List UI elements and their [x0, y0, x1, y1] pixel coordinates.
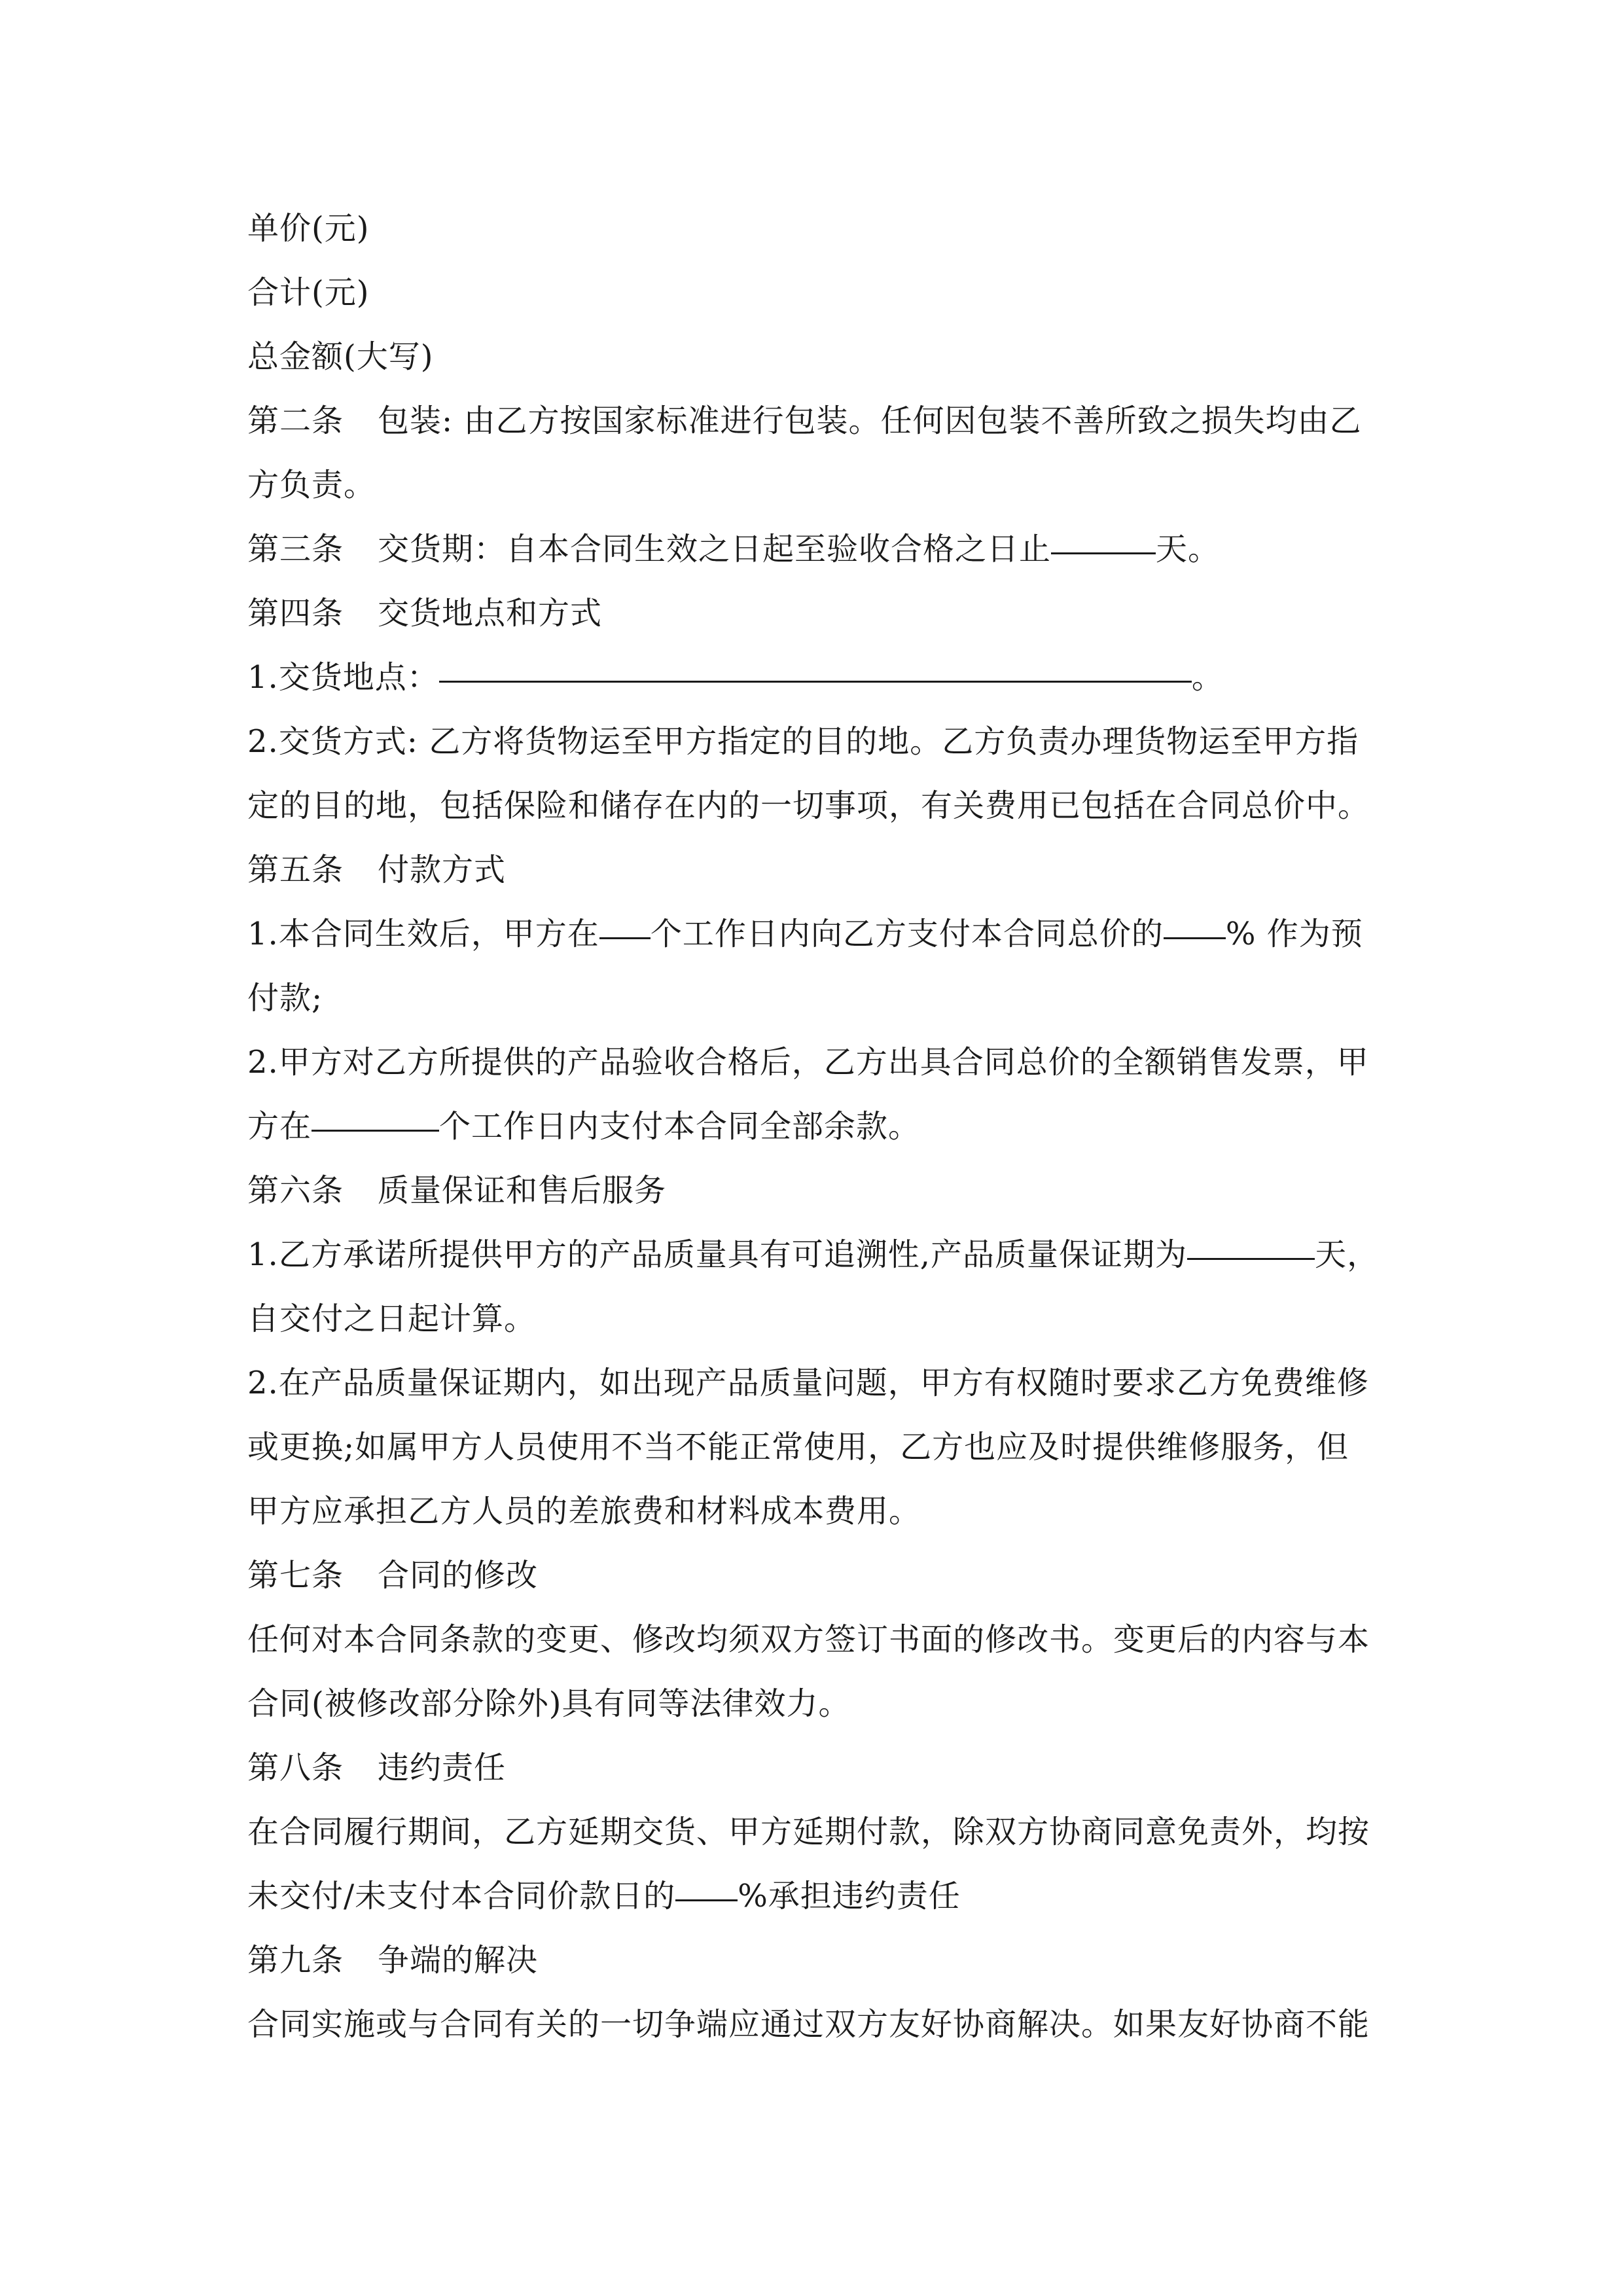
article-7-title: 合同的修改 — [378, 1557, 539, 1594]
modification-text-2: 合同(被修改部分除外)具有同等法律效力。 — [247, 1685, 851, 1722]
breach-text-2b: %承担违约责任 — [738, 1878, 961, 1914]
payment-clause-2-text: 2.甲方对乙方所提供的产品验收合格后，乙方出具合同总价的全额销售发票，甲 — [247, 1044, 1369, 1081]
article-6-title: 质量保证和售后服务 — [378, 1172, 667, 1209]
modification-text-1: 任何对本合同条款的变更、修改均须双方签订书面的修改书。变更后的内容与本 — [247, 1621, 1370, 1658]
warranty-clause-2-text-1: 2.在产品质量保证期内，如出现产品质量问题，甲方有权随时要求乙方免费维修 — [247, 1365, 1369, 1401]
payment-clause-2-text-a: 方在 — [247, 1108, 312, 1145]
article-6-line — [247, 1158, 1380, 1223]
subtotal-line — [247, 260, 1380, 325]
article-2-line — [247, 389, 1380, 453]
article-4-title: 交货地点和方式 — [378, 595, 603, 632]
payment-clause-2-text-b: 个工作日内支付本合同全部余款。 — [439, 1108, 921, 1145]
article-8-line — [247, 1736, 1380, 1800]
article-3-line — [247, 517, 1380, 581]
payment-clause-1-continuation — [247, 966, 1380, 1030]
warranty-clause-2-line-2 — [247, 1415, 1380, 1479]
payment-clause-1-text-b: 个工作日内向乙方支付本合同总价的 — [650, 916, 1164, 952]
delivery-place-label: 1.交货地点： — [247, 659, 439, 696]
prepayment-percent-blank[interactable] — [1164, 898, 1226, 939]
article-3-text: 交货期：自本合同生效之日起至验收合格之日止 — [378, 531, 1052, 567]
warranty-clause-1-continuation — [247, 1287, 1380, 1351]
breach-line-2 — [247, 1864, 1380, 1928]
unit-price-line — [247, 196, 1380, 260]
total-amount-line — [247, 325, 1380, 389]
article-5-heading: 第五条 — [247, 852, 344, 888]
article-4-heading: 第四条 — [247, 595, 344, 632]
delivery-place-blank[interactable] — [439, 641, 1192, 683]
payment-clause-1-text-a: 1.本合同生效后，甲方在 — [247, 916, 599, 952]
article-2-heading: 第二条 — [247, 403, 344, 439]
modification-line-1 — [247, 1607, 1380, 1672]
payment-clause-2-continuation — [247, 1094, 1380, 1158]
delivery-method-line-1 — [247, 709, 1380, 774]
delivery-place-line — [247, 645, 1380, 709]
delivery-method-line-2 — [247, 774, 1380, 838]
contract-body — [247, 196, 1380, 2056]
balance-payment-days-blank[interactable] — [312, 1090, 439, 1132]
warranty-clause-1-text-end: 自交付之日起计算。 — [247, 1300, 537, 1337]
article-8-heading: 第八条 — [247, 1749, 344, 1786]
warranty-clause-1-text-a: 1.乙方承诺所提供甲方的产品质量具有可追溯性,产品质量保证期为 — [247, 1236, 1188, 1273]
warranty-clause-2-text-2: 或更换;如属甲方人员使用不当不能正常使用，乙方也应及时提供维修服务，但 — [247, 1429, 1349, 1465]
warranty-clause-2-line-1 — [247, 1351, 1380, 1415]
modification-line-2 — [247, 1672, 1380, 1736]
article-2-text: 包装: 由乙方按国家标准进行包装。任何因包装不善所致之损失均由乙 — [378, 403, 1362, 439]
payment-clause-1-text-c: % 作为预 — [1225, 916, 1363, 952]
warranty-clause-1-line — [247, 1223, 1380, 1287]
article-4-line — [247, 581, 1380, 645]
article-9-line — [247, 1928, 1380, 1992]
breach-line-1 — [247, 1800, 1380, 1864]
article-9-title: 争端的解决 — [378, 1942, 539, 1979]
delivery-method-text-1: 2.交货方式: 乙方将货物运至甲方指定的目的地。乙方负责办理货物运至甲方指 — [247, 723, 1359, 760]
warranty-clause-1-text-b: 天， — [1315, 1236, 1380, 1273]
delivery-place-end: 。 — [1191, 659, 1224, 696]
article-5-line — [247, 838, 1380, 902]
article-5-title: 付款方式 — [378, 852, 507, 888]
payment-clause-1-line — [247, 902, 1380, 966]
breach-text-2a: 未交付/未支付本合同价款日的 — [247, 1878, 676, 1914]
delivery-days-blank[interactable] — [1051, 513, 1156, 554]
dispute-line-1 — [247, 1992, 1380, 2056]
article-6-heading: 第六条 — [247, 1172, 344, 1209]
dispute-text-1: 合同实施或与合同有关的一切争端应通过双方友好协商解决。如果友好协商不能 — [247, 2006, 1370, 2043]
warranty-clause-2-line-3 — [247, 1479, 1380, 1543]
warranty-clause-2-text-3: 甲方应承担乙方人员的差旅费和材料成本费用。 — [247, 1493, 921, 1530]
article-3-heading: 第三条 — [247, 531, 344, 567]
article-7-heading: 第七条 — [247, 1557, 344, 1594]
penalty-percent-blank[interactable] — [675, 1860, 738, 1901]
article-2-text-end: 方负责。 — [247, 467, 376, 503]
payment-clause-2-line — [247, 1030, 1380, 1094]
prepayment-days-blank[interactable] — [599, 898, 651, 939]
warranty-days-blank[interactable] — [1187, 1219, 1315, 1260]
total-amount-label: 总金额(大写) — [247, 338, 434, 375]
article-9-heading: 第九条 — [247, 1942, 344, 1979]
delivery-method-text-2: 定的目的地，包括保险和储存在内的一切事项，有关费用已包括在合同总价中。 — [247, 787, 1370, 824]
article-7-line — [247, 1543, 1380, 1607]
article-2-continuation — [247, 453, 1380, 517]
article-8-title: 违约责任 — [378, 1749, 507, 1786]
article-3-unit: 天。 — [1156, 531, 1221, 567]
subtotal-label: 合计(元) — [247, 274, 370, 311]
unit-price-label: 单价(元) — [247, 210, 370, 247]
payment-clause-1-text-end: 付款; — [247, 980, 323, 1016]
breach-text-1: 在合同履行期间，乙方延期交货、甲方延期付款，除双方协商同意免责外，均按 — [247, 1814, 1370, 1850]
